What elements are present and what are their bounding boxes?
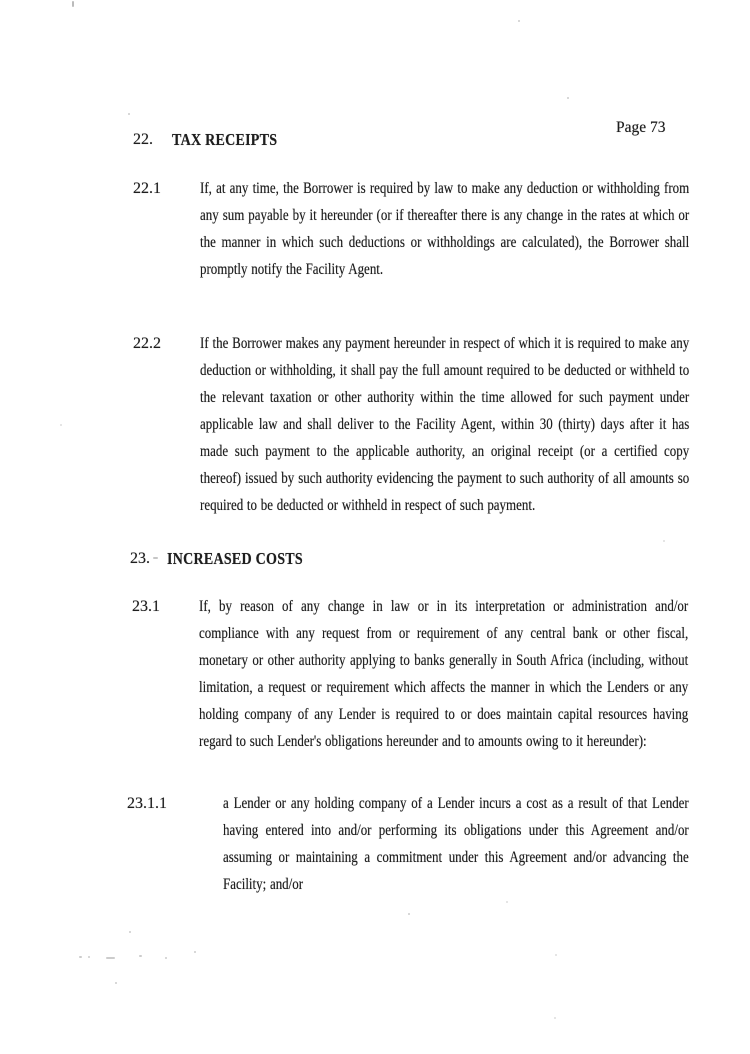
scan-speck — [128, 113, 130, 115]
scan-speck — [165, 957, 167, 959]
scan-speck — [72, 1, 74, 7]
clause-22-1-text: If, at any time, the Borrower is required by law to make any deduction or withholding from any sum payable by it hereunder (or if thereafter there is any change in the rates at which or the manner in which such deductions or withholdings are calculated), the Borrower shall promptly notify the Facility Agent. — [200, 180, 690, 278]
clause-22-1-number: 22.1 — [133, 180, 161, 197]
section-22-heading — [133, 129, 296, 150]
section-23-number: 23. — [130, 550, 150, 567]
scan-speck — [408, 913, 410, 915]
scan-speck — [139, 955, 142, 957]
scan-speck — [555, 954, 557, 956]
scan-speck — [60, 424, 62, 426]
scan-speck — [663, 540, 665, 542]
scan-speck — [88, 956, 90, 958]
clause-23-1-1-text: a Lender or any holding company of a Lender incurs a cost as a result of that Lender having entered into and/or performing its obligations under this Agreement and/or assuming or maintaining a commitment under this Agreement and/or advancing the Facility; and/or — [223, 795, 689, 893]
clause-23-1-number: 23.1 — [132, 598, 160, 615]
clause-23-1-1 — [127, 790, 750, 898]
clause-23-1 — [132, 593, 750, 755]
scan-speck — [129, 931, 131, 933]
scan-speck — [518, 20, 520, 22]
scan-speck — [153, 557, 158, 559]
clause-22-1 — [133, 175, 750, 283]
section-22-number: 22. — [133, 131, 153, 148]
section-23-heading — [130, 548, 327, 569]
scan-speck — [554, 1017, 556, 1019]
scan-speck — [506, 901, 508, 903]
scan-speck — [115, 982, 117, 984]
clause-22-2 — [133, 330, 750, 519]
section-23-title: INCREASED COSTS — [167, 549, 303, 568]
section-22-title: TAX RECEIPTS — [172, 130, 278, 149]
scan-speck — [106, 957, 115, 959]
clause-23-1-1-number: 23.1.1 — [127, 795, 167, 812]
clause-22-2-text: If the Borrower makes any payment hereunder in respect of which it is required to make any deduction or withholding, it shall pay the full amount required to be deducted or withheld to the relevant taxation or other authority within the time allowed for such payment under applicable law and shall deliver to the Facility Agent, within 30 (thirty) days after it has made such payment to the applicable authority, an original receipt (or a certified copy thereof) issued by such authority evidencing the payment to such authority of all amounts so required to be deducted or withheld in respect of such payment. — [200, 335, 690, 514]
clause-23-1-text: If, by reason of any change in law or in its interpretation or administration and/or compliance with any request from or requirement of any central bank or other fiscal, monetary or other authority applying to banks generally in South Africa (including, without limitation, a request or requirement which affects the manner in which the Lenders or any holding company of any Lender is required to or does maintain capital resources having regard to such Lender's obligations hereunder and to amounts owing to it hereunder): — [199, 598, 689, 750]
page-number: Page 73 — [616, 119, 666, 136]
scan-speck — [567, 97, 569, 99]
scan-speck — [79, 956, 82, 958]
clause-22-2-number: 22.2 — [133, 335, 161, 352]
scan-speck — [194, 951, 196, 953]
